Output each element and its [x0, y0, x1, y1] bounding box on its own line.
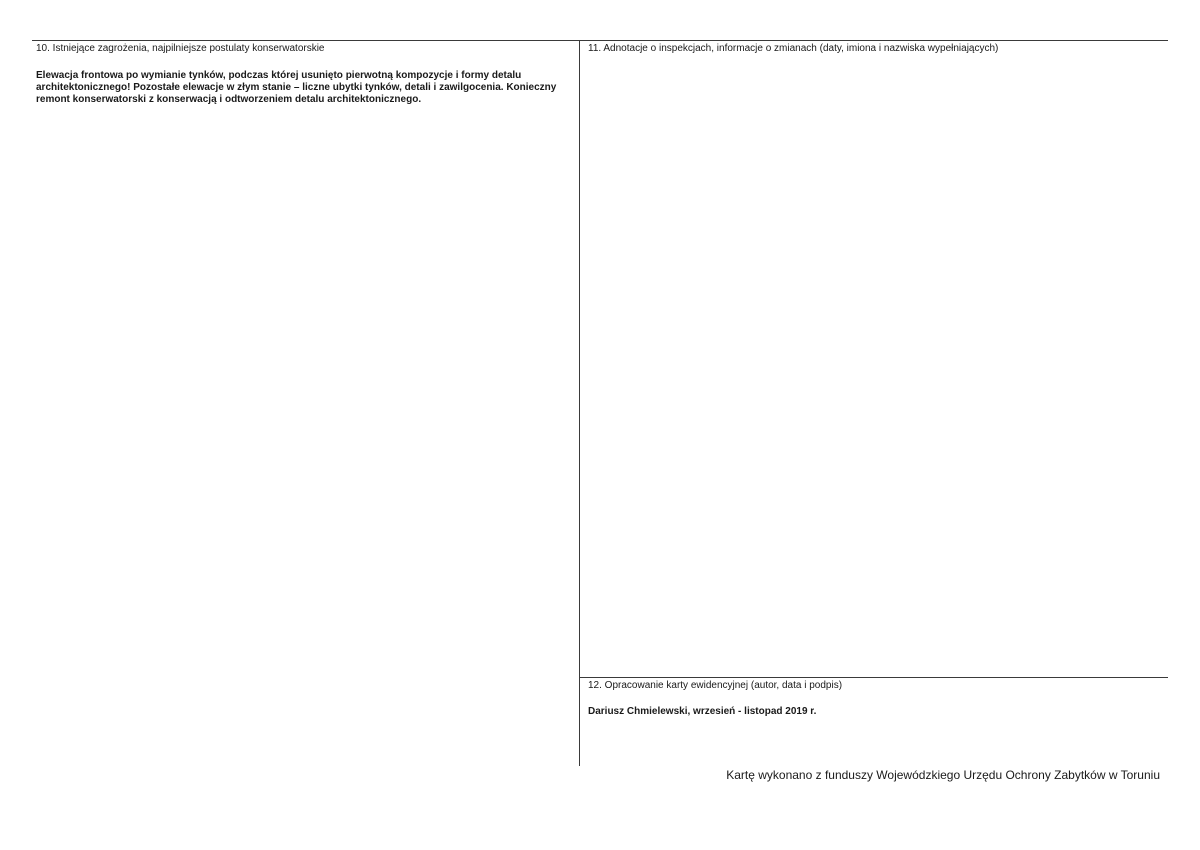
section-10-label: 10. Istniejące zagrożenia, najpilniejsze postulaty konserwatorskie [36, 43, 325, 54]
section-10-body: Elewacja frontowa po wymianie tynków, podczas której usunięto pierwotną kompozycje i formy detalu architektonicznego! Pozostałe elewacje w złym stanie – liczne ubytki tynków, detali i zawilgocenia. Konieczny remont konserwatorski z konserwacją i odtworzeniem detalu architektonicznego. [36, 70, 557, 105]
funding-footer: Kartę wykonano z funduszy Wojewódzkiego Urzędu Ochrony Zabytków w Toruniu [726, 768, 1160, 782]
section-11-label: 11. Adnotacje o inspekcjach, informacje o zmianach (daty, imiona i nazwiska wypełniających) [588, 43, 999, 54]
section-12-label: 12. Opracowanie karty ewidencyjnej (autor, data i podpis) [588, 680, 843, 691]
section-12-divider [580, 677, 1168, 678]
section-12-author [588, 680, 1163, 718]
section-11-inspections [588, 43, 1163, 55]
column-divider [579, 40, 580, 766]
section-12-body: Dariusz Chmielewski, wrzesień - listopad 2019 r. [588, 706, 817, 717]
top-divider [32, 40, 1168, 41]
section-10-threats [36, 43, 572, 106]
